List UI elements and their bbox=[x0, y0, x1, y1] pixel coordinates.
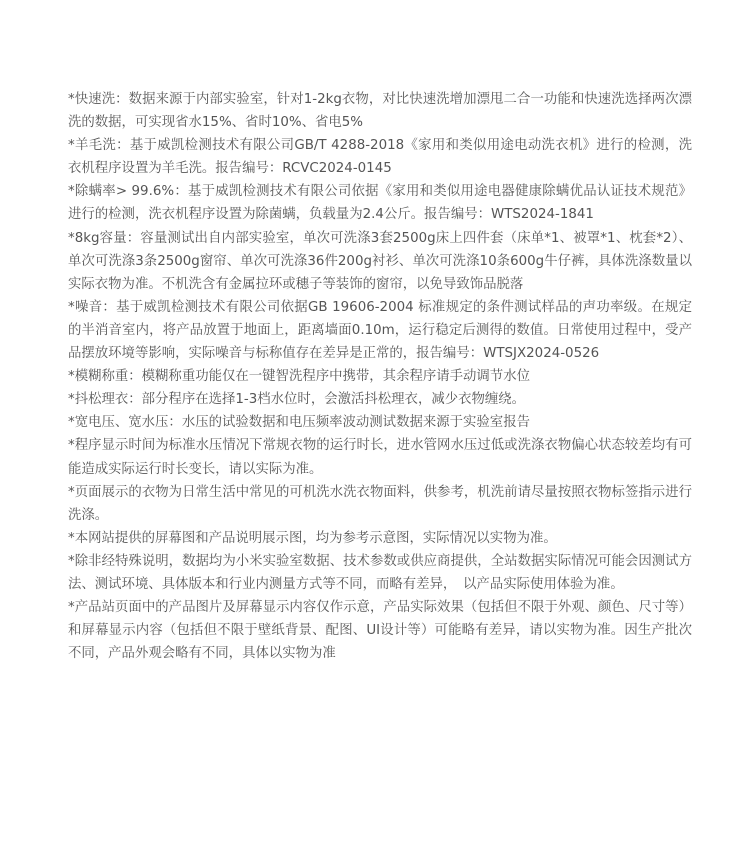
note-mite-removal: *除螨率> 99.6%：基于威凯检测技术有限公司依据《家用和类似用途电器健康除螨优品认证技术规范》进行的检测，洗衣机程序设置为除菌螨，负载量为2.4公斤。报告编号：WTS2024-1841 bbox=[68, 184, 692, 223]
note-clothing-display: *页面展示的衣物为日常生活中常见的可机洗水洗衣物面料，供参考，机洗前请尽量按照衣物标签指示进行洗涤。 bbox=[68, 484, 692, 523]
note-screen-images: *本网站提供的屏幕图和产品说明展示图，均为参考示意图，实际情况以实物为准。 bbox=[68, 530, 557, 546]
note-program-time: *程序显示时间为标准水压情况下常规衣物的运行时长，进水管网水压过低或洗涤衣物偏心状态较差均有可能造成实际运行时长变长，请以实际为准。 bbox=[68, 438, 692, 477]
note-fuzzy-weighing: *模糊称重：模糊称重功能仅在一键智洗程序中携带，其余程序请手动调节水位 bbox=[68, 369, 530, 385]
note-wool-wash: *羊毛洗：基于威凯检测技术有限公司GB/T 4288-2018《家用和类似用途电动洗衣机》进行的检测，洗衣机程序设置为羊毛洗。报告编号：RCVC2024-0145 bbox=[68, 138, 692, 177]
note-shake-loosen: *抖松理衣：部分程序在选择1-3档水位时，会激活抖松理衣，减少衣物缠绕。 bbox=[68, 392, 526, 408]
note-data-source: *除非经特殊说明，数据均为小米实验室数据、技术参数或供应商提供，全站数据实际情况可能会因测试方法、测试环境、具体版本和行业内测量方式等不同，而略有差异， 以产品实际使用体验为准。 bbox=[68, 553, 692, 592]
note-capacity: *8kg容量：容量测试出自内部实验室，单次可洗涤3套2500g床上四件套（床单*1、被罩*1、枕套*2）、单次可洗涤3条2500g窗帘、单次可洗涤36件200g衬衫、单次可洗涤10条600g牛仔裤，具体洗涤数量以实际衣物为准。不机洗含有金属拉环或穗子等装饰的窗帘，以免导致饰品脱落 bbox=[68, 230, 692, 292]
note-quick-wash: *快速洗：数据来源于内部实验室，针对1-2kg衣物，对比快速洗增加漂甩二合一功能和快速洗选择两次漂洗的数据，可实现省水15%、省时10%、省电5% bbox=[68, 92, 692, 131]
note-product-images: *产品站页面中的产品图片及屏幕显示内容仅作示意，产品实际效果（包括但不限于外观、颜色、尺寸等）和屏幕显示内容（包括但不限于壁纸背景、配图、UI设计等）可能略有差异，请以实物为准。因生产批次不同，产品外观会略有不同，具体以实物为准 bbox=[68, 600, 692, 662]
disclaimer-notes bbox=[68, 88, 692, 665]
note-noise: *噪音：基于威凯检测技术有限公司依据GB 19606-2004 标准规定的条件测试样品的声功率级。在规定的半消音室内，将产品放置于地面上，距离墙面0.10m，运行稳定后测得的数值。日常使用过程中，受产品摆放环境等影响，实际噪音与标称值存在差异是正常的，报告编号：WTSJX2024-0526 bbox=[68, 299, 692, 362]
note-wide-voltage-pressure: *宽电压、宽水压：水压的试验数据和电压频率波动测试数据来源于实验室报告 bbox=[68, 415, 530, 431]
